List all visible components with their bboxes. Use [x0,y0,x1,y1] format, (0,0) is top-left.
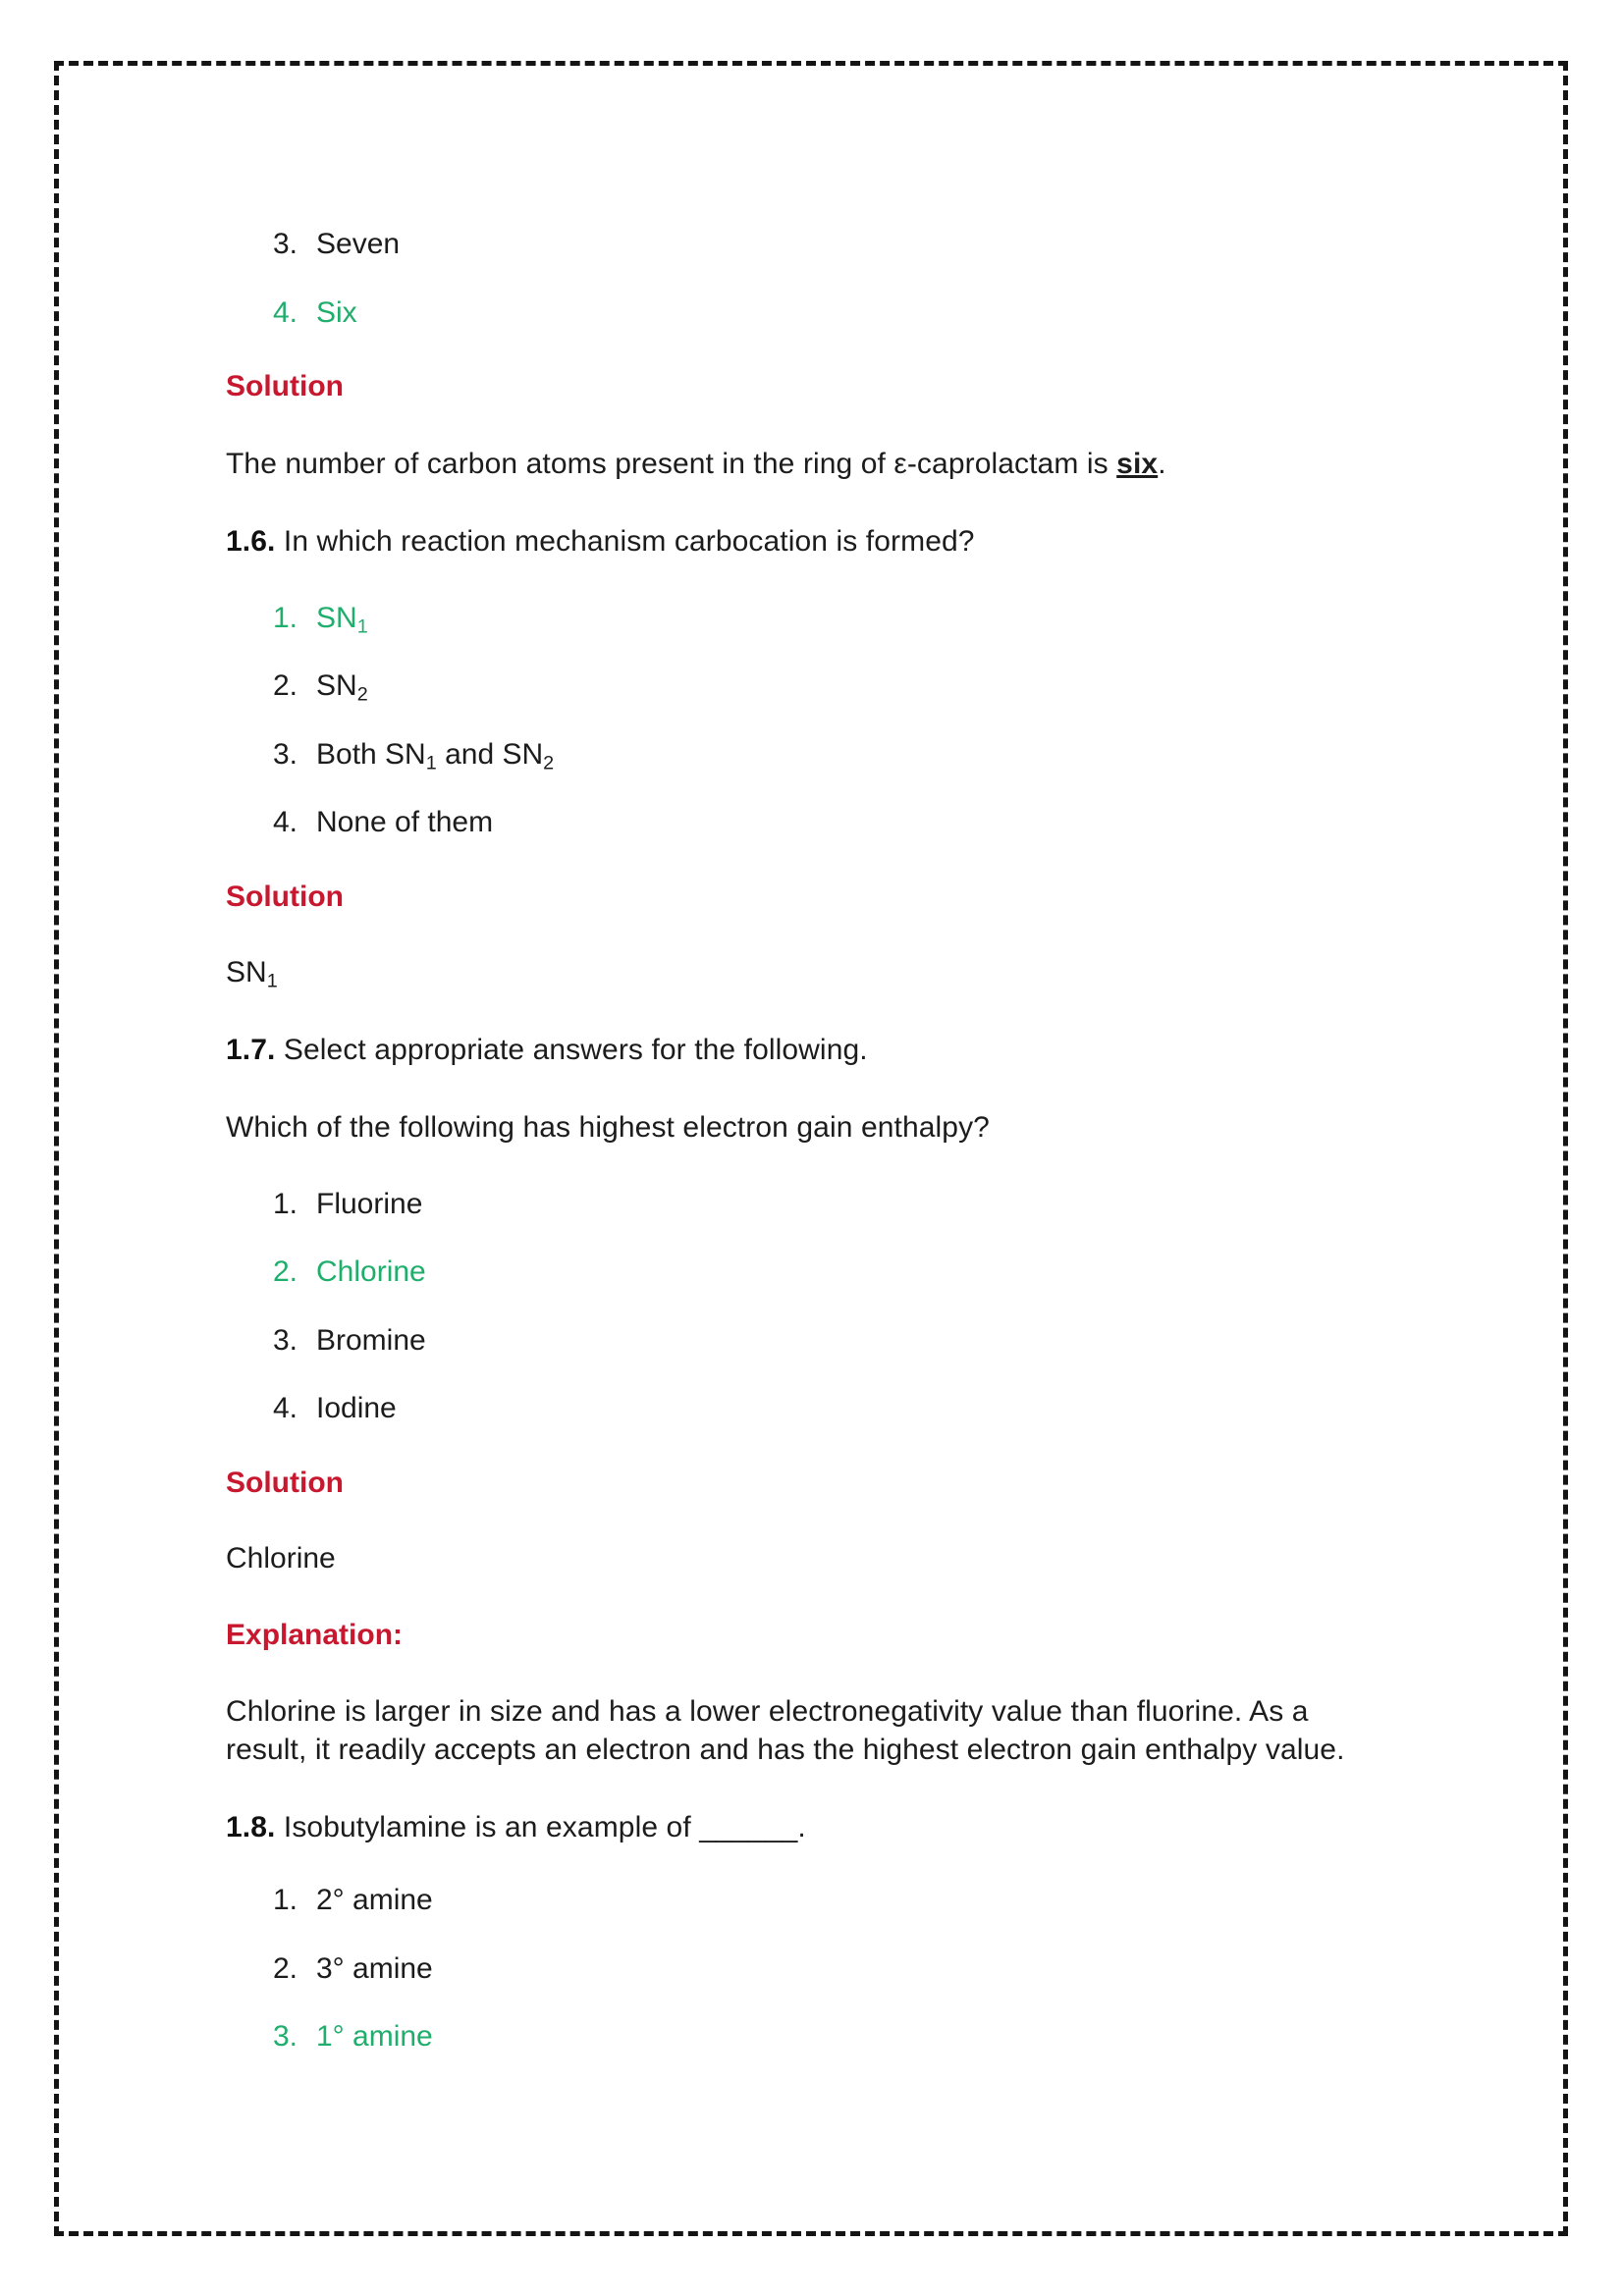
list-item[interactable] [226,1322,1394,1360]
option-label-base: SN [316,601,357,634]
question-1-7-subtext: Which of the following has highest electron gain enthalpy? [226,1110,990,1144]
solution-heading: Solution [226,880,344,913]
question-1-8 [226,1808,1394,1846]
option-label-part-1: Both SN [316,737,426,771]
option-label: Bromine [316,1323,426,1357]
option-list-q17 [226,1186,1394,1427]
question-text-pre: Isobutylamine is an example of [275,1811,700,1843]
list-item[interactable] [226,736,1394,774]
question-text: Select appropriate answers for the following. [275,1033,868,1066]
list-item[interactable] [226,226,1394,263]
option-list-q16 [226,600,1394,841]
list-item[interactable] [226,1254,1394,1291]
question-text-post: . [797,1811,806,1843]
solution-answer: Chlorine [226,1542,336,1575]
option-label-base: SN [316,669,357,702]
option-label: Iodine [316,1392,397,1424]
question-number: 1.6. [226,524,276,558]
option-label: Fluorine [316,1187,423,1220]
option-number: 2. [273,1951,298,1985]
option-label: Six [316,295,357,329]
fill-in-blank: ______ [699,1811,798,1843]
question-1-6 [226,522,1394,561]
document-content [226,226,1394,2093]
option-list-q18 [226,1882,1394,2056]
option-label: None of them [316,806,494,838]
option-label-part-2: and SN [436,737,544,771]
list-item[interactable] [226,1390,1394,1427]
option-label: 1° amine [316,2020,433,2053]
list-item[interactable] [226,2018,1394,2056]
option-number: 1. [273,1884,298,1916]
question-1-7 [226,1031,1394,1069]
solution-answer [226,954,1394,991]
option-number: 2. [273,1255,298,1288]
explanation-body-text: Chlorine is larger in size and has a lower electronegativity value than fluorine. As a result, it readily accepts an electron and has the highest electron gain enthalpy value. [226,1695,1345,1766]
option-label-subscript-1: 1 [425,752,437,774]
option-number: 4. [273,295,298,329]
solution-heading: Solution [226,370,344,402]
solution-answer-subscript: 1 [266,970,278,992]
solution-text-emphasis: six [1116,447,1159,480]
solution-body-text [226,445,1394,483]
option-number: 3. [273,2020,298,2053]
option-number: 2. [273,669,298,702]
list-item[interactable] [226,294,1394,332]
explanation-heading: Explanation: [226,1618,404,1651]
option-label: 2° amine [316,1884,433,1916]
question-text: In which reaction mechanism carbocation is formed? [275,524,975,558]
solution-answer-base: SN [226,956,267,988]
option-label: 3° amine [316,1951,433,1985]
option-list-previous-question [226,226,1394,331]
option-number: 4. [273,1392,298,1424]
option-label-subscript: 2 [356,683,368,706]
option-number: 4. [273,806,298,838]
option-number: 3. [273,1323,298,1357]
option-number: 1. [273,601,298,634]
solution-text-suffix: . [1158,447,1166,480]
option-label [316,736,554,774]
option-label [316,600,368,637]
list-item[interactable] [226,667,1394,705]
option-number: 3. [273,737,298,771]
solution-text-prefix: The number of carbon atoms present in the ring of ε-caprolactam is [226,447,1117,480]
list-item[interactable] [226,1882,1394,1919]
question-number: 1.7. [226,1033,276,1066]
option-label: Chlorine [316,1255,426,1288]
list-item[interactable] [226,600,1394,637]
option-label-subscript: 1 [356,615,368,638]
solution-heading: Solution [226,1466,344,1499]
list-item[interactable] [226,1950,1394,1988]
list-item[interactable] [226,804,1394,841]
question-number: 1.8. [226,1811,276,1843]
option-label [316,667,368,705]
option-number: 3. [273,228,298,260]
option-label: Seven [316,228,401,260]
option-number: 1. [273,1187,298,1220]
option-label-subscript-2: 2 [543,752,555,774]
list-item[interactable] [226,1186,1394,1223]
